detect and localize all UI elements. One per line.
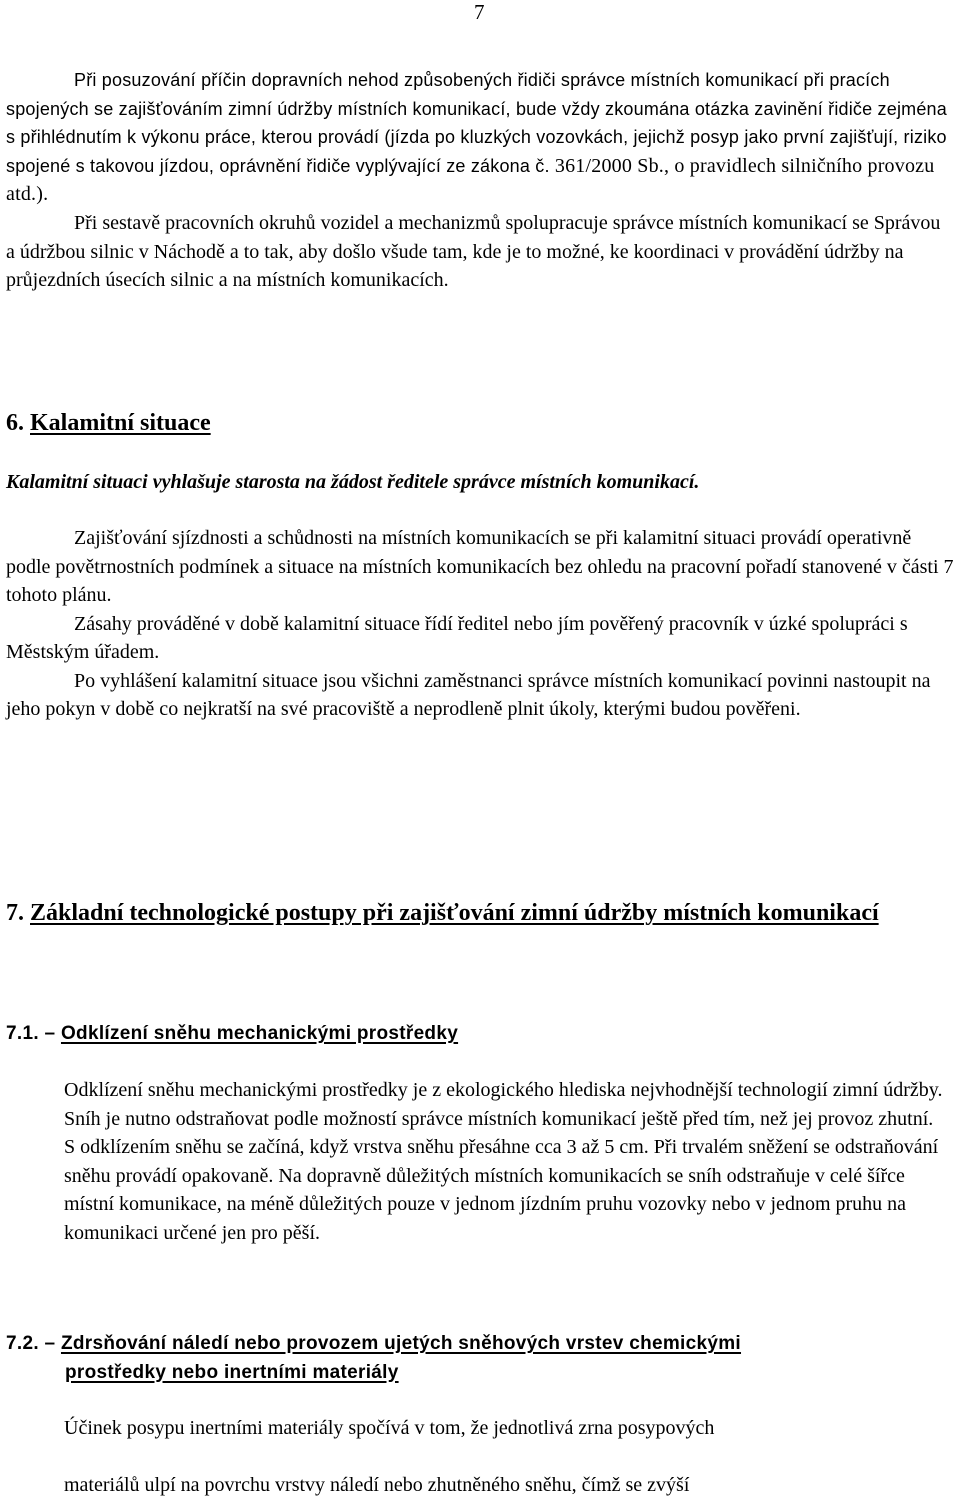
subsection-7-2-number: 7.2.: [6, 1333, 39, 1354]
subsection-7-2-heading: [6, 1330, 741, 1387]
subsection-7-1-body: [64, 1076, 954, 1247]
section-6-lead: Kalamitní situaci vyhlašuje starosta na žádost ředitele správce místních komunikací.: [6, 471, 700, 493]
section-7-number: 7.: [6, 900, 24, 926]
section-6-paragraph-3: Po vyhlášení kalamitní situace jsou všichni zaměstnanci správce místních komunikací povinni nastoupit na jeho pokyn v době co nejkratší na své pracoviště a neprodleně plnit úkoly, kterými budou pověřeni.: [6, 669, 931, 720]
section-6-title: Kalamitní situace: [30, 410, 211, 436]
intro-paragraph-2: Při sestavě pracovních okruhů vozidel a mechanizmů spolupracuje správce místních komunikací se Správou a údržbou silnic v Náchodě a to tak, aby došlo všude tam, kde je to možné, ke koordinaci v provádění údržby na průjezdních úsecích silnic a na místních komunikacích.: [6, 212, 941, 291]
subsection-7-2-dash: –: [44, 1333, 56, 1354]
intro-paragraph-1-text: Při posuzování příčin dopravních nehod způsobených řidiči správce místních komunikací při pracích spojených se zajišťováním zimní údržby místních komunikací, bude vždy zkoumána otázka zavinění řidiče zejména s přihlédnutím k výkonu práce, kterou provádí (jízda po kluzkých vozovkách, jejichž posyp jako první zajišťují, riziko spojené s takovou jízdou, oprávnění řidiče vyplývající ze zákona č.: [6, 70, 947, 176]
section-6-number: 6.: [6, 410, 24, 436]
subsection-7-1-paragraph-2: S odklízením sněhu se začíná, když vrstva sněhu přesáhne cca 3 až 5 cm. Při trvalém sněžení se odstraňování sněhu provádí opakovaně. Na dopravně důležitých místních komunikacích se sníh odstraňuje v celé šířce místní komunikace, na méně důležitých pouze v jednom jízdním pruhu vozovky nebo v jednom pruhu na komunikaci určené jen pro pěší.: [64, 1136, 939, 1244]
subsection-7-2-line-2: materiálů ulpí na povrchu vrstvy náledí nebo zhutněného sněhu, čímž se zvýší: [64, 1474, 690, 1496]
subsection-7-2-title-line-1: Zdrsňování náledí nebo provozem ujetých sněhových vrstev chemickými: [60, 1333, 742, 1354]
intro-block-2: [6, 209, 954, 295]
section-6-paragraph-1: Zajišťování sjízdnosti a schůdnosti na místních komunikacích se při kalamitní situaci provádí operativně podle povětrnostních podmínek a situace na místních komunikacích bez ohledu na pracovní pořadí stanovené v části 7 tohoto plánu.: [6, 527, 954, 606]
section-6-heading: [6, 408, 211, 439]
subsection-7-2-line-2-wrap: [64, 1471, 954, 1500]
subsection-7-2-line-1-wrap: [64, 1414, 954, 1443]
intro-paragraph-1-law: 361/2000 Sb.: [554, 154, 664, 177]
subsection-7-1-title: Odklízení sněhu mechanickými prostředky: [60, 1023, 459, 1044]
subsection-7-1-number: 7.1.: [6, 1023, 39, 1044]
subsection-7-2-title-line-2: prostředky nebo inertními materiály: [65, 1361, 399, 1383]
section-7-title: Základní technologické postupy při zajišťování zimní údržby místních komunikací: [30, 900, 879, 926]
page-number: 7: [474, 0, 485, 24]
section-7-heading: [6, 898, 920, 929]
intro-block: [6, 66, 954, 209]
subsection-7-1-paragraph-1: Odklízení sněhu mechanickými prostředky je z ekologického hlediska nejvhodnější technologií zimní údržby. Sníh je nutno odstraňovat podle možností správce místních komunikací ještě před tím, než jej provoz zhutní.: [64, 1079, 943, 1130]
section-6-paragraph-2: Zásahy prováděné v době kalamitní situace řídí ředitel nebo jím pověřený pracovník v úzké spolupráci s Městským úřadem.: [6, 612, 908, 663]
intro-paragraph-1-end: , o pravidlech silničního provozu atd.).: [6, 154, 935, 205]
intro-paragraph-1: [6, 66, 954, 209]
subsection-7-1-dash: –: [44, 1023, 56, 1044]
subsection-7-2-line-1: Účinek posypu inertními materiály spočívá v tom, že jednotlivá zrna posypových: [64, 1417, 715, 1439]
section-6-body: [6, 524, 954, 724]
subsection-7-1-heading: [6, 1020, 458, 1049]
